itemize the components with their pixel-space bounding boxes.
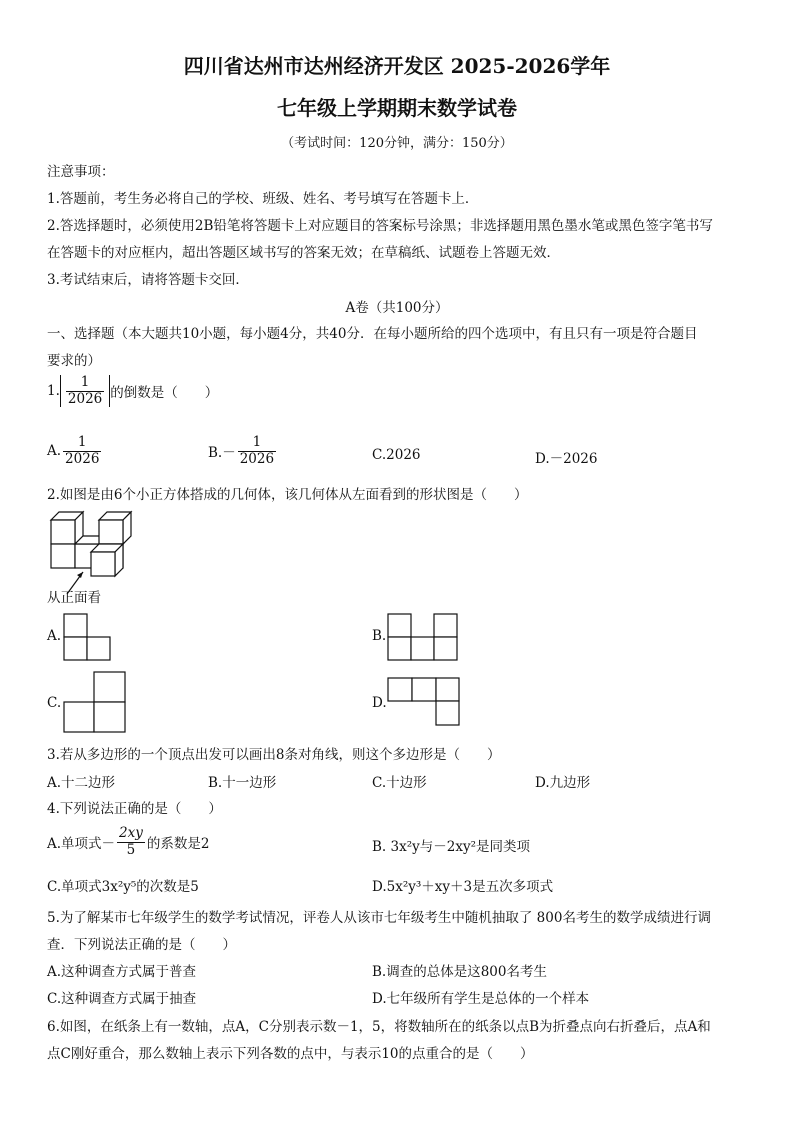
exam-title-line1: 四川省达州市达州经济开发区 2025-2026学年 <box>183 54 611 78</box>
q2-option-a-label: A. <box>47 628 62 644</box>
q4-a-pre: A.单项式－ <box>47 836 116 853</box>
q1-frac-denominator: 2026 <box>67 390 103 407</box>
q2-option-b-figure <box>386 612 462 660</box>
q2-option-b-label: B. <box>372 628 387 644</box>
part1-instructions-line2: 要求的） <box>47 353 101 369</box>
q2-option-d-figure <box>386 676 462 728</box>
q4-a-den: 5 <box>126 841 136 858</box>
question-6-line2: 点C刚好重合，那么数轴上表示下列各数的点中，与表示10的点重合的是（ ） <box>47 1046 534 1062</box>
q2-option-c-label: C. <box>47 695 62 711</box>
q5-option-c: C.这种调查方式属于抽查 <box>47 991 197 1007</box>
q1-b-num: 1 <box>238 435 276 452</box>
q1-frac-numerator: 1 <box>66 375 104 392</box>
q2-option-c-figure <box>62 670 128 734</box>
solid-front-left-top <box>51 520 75 544</box>
q1-a-label: A. <box>47 443 62 460</box>
view-arrow-head <box>77 572 83 578</box>
question-6-line1: 6.如图，在纸条上有一数轴，点A，C分别表示数－1，5，将数轴所在的纸条以点B为折叠点向右折叠后，点A和 <box>47 1019 711 1035</box>
q1-number: 1. <box>47 383 60 400</box>
section-a-label: A卷（共100分） <box>345 300 449 316</box>
exam-title-line2: 七年级上学期期末数学试卷 <box>277 96 517 120</box>
q5-option-a: A.这种调查方式属于普查 <box>47 964 197 980</box>
q5-option-b: B.调查的总体是这800名考生 <box>372 964 547 980</box>
q1-a-num: 1 <box>63 435 101 452</box>
note-2-line2: 在答题卡的对应框内，超出答题区域书写的答案无效；在草稿纸、试题卷上答题无效． <box>47 245 560 261</box>
q4-a-post: 的系数是2 <box>146 836 210 853</box>
exam-info: （考试时间：120分钟，满分：150分） <box>281 136 513 151</box>
solid-front-left-bottom <box>51 544 75 568</box>
notes-heading: 注意事项： <box>47 164 115 180</box>
q5-option-d: D.七年级所有学生是总体的一个样本 <box>372 991 590 1007</box>
q1-b-den: 2026 <box>239 450 275 467</box>
q2-caption: 从正面看 <box>47 590 101 606</box>
q1-option-d: D.－2026 <box>535 451 598 467</box>
note-2-line1: 2.答选择题时，必须使用2B铅笔将答题卡上对应题目的答案标号涂黑；非选择题用黑色墨水笔或黑色签字笔书写 <box>47 218 713 234</box>
q1-tail: 的倒数是（ ） <box>110 385 219 402</box>
note-1: 1.答题前，考生务必将自己的学校、班级、姓名、考号填写在答题卡上． <box>47 191 479 207</box>
question-3: 3.若从多边形的一个顶点出发可以画出8条对角线，则这个多边形是（ ） <box>47 747 501 763</box>
q3-option-b: B.十一边形 <box>208 775 277 791</box>
q2-option-d-label: D. <box>372 695 387 711</box>
q4-option-b: B. 3x²y与－2xy²是同类项 <box>372 839 530 855</box>
q4-option-d: D.5x²y³＋xy＋3是五次多项式 <box>372 879 554 895</box>
q1-option-b <box>208 435 278 467</box>
solid-front-right-top <box>99 520 123 544</box>
q1-b-label: B.－ <box>208 445 236 462</box>
q4-a-num: 2xy <box>119 825 143 841</box>
q3-option-d: D.九边形 <box>535 775 591 791</box>
question-1 <box>47 375 218 407</box>
note-3: 3.考试结束后，请将答题卡交回． <box>47 272 249 288</box>
question-5-line2: 查．下列说法正确的是（ ） <box>47 937 236 953</box>
q1-a-den: 2026 <box>65 450 100 467</box>
question-4: 4.下列说法正确的是（ ） <box>47 801 222 817</box>
q4-option-a <box>47 826 209 858</box>
q2-option-a-figure <box>62 612 114 660</box>
solid-front-front <box>91 552 115 576</box>
q1-absolute-value <box>60 375 110 407</box>
question-2: 2.如图是由6个小正方体搭成的几何体，该几何体从左面看到的形状图是（ ） <box>47 487 528 503</box>
q4-option-c: C.单项式3x²y⁵的次数是5 <box>47 879 199 895</box>
part1-instructions-line1: 一、选择题（本大题共10小题，每小题4分，共40分．在每小题所给的四个选项中，有且只有一项是符合题目 <box>47 326 698 342</box>
q1-option-a <box>47 435 103 467</box>
q3-option-c: C.十边形 <box>372 775 427 791</box>
q3-option-a: A.十二边形 <box>47 775 116 791</box>
q1-option-c: C.2026 <box>372 447 421 463</box>
question-5-line1: 5.为了解某市七年级学生的数学考试情况，评卷人从该市七年级考生中随机抽取了 800名考生的数学成绩进行调 <box>47 910 711 926</box>
q2-solid-figure <box>47 508 147 588</box>
